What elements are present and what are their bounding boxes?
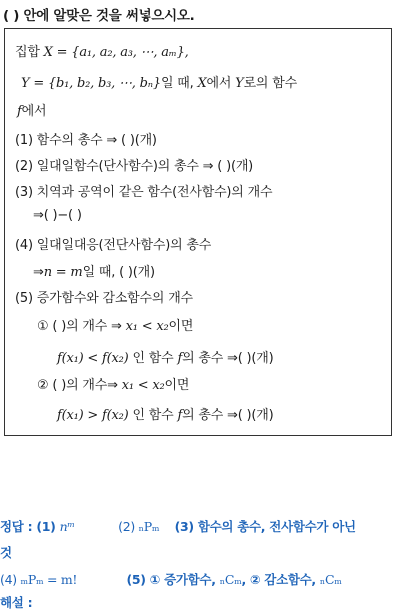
item-5-1-condition xyxy=(57,347,273,366)
text: ② ( )의 개수⇒ xyxy=(37,378,122,393)
text: ① ( )의 개수 ⇒ xyxy=(37,319,126,334)
item-1: (1) 함수의 총수 ⇒ ( )(개) xyxy=(15,133,157,148)
var-x: X xyxy=(197,76,207,91)
line-set-y xyxy=(21,72,297,91)
explanation-text: 해설 : xyxy=(0,595,33,610)
answer-5-mid: , ② 감소함수, xyxy=(241,572,320,587)
set-label: 집합 xyxy=(15,45,40,60)
text: 이면 xyxy=(164,378,190,393)
var-f: f xyxy=(177,408,183,423)
set-x-expression: X = {a₁, a₂, a₃, ⋯, aₘ}, xyxy=(43,45,189,60)
answer-line-2 xyxy=(0,543,12,561)
explanation-label xyxy=(0,593,32,611)
text: 인 함수 xyxy=(128,408,178,423)
answer-label: 정답 : (1) xyxy=(0,519,60,534)
set-y-expression: Y = {b₁, b₂, b₃, ⋯, bₙ} xyxy=(21,76,161,91)
var-f: f xyxy=(17,104,22,119)
var-f: f xyxy=(177,351,183,366)
item-3-formula: ⇒( )−( ) xyxy=(33,208,82,223)
text: 일 때, xyxy=(160,76,198,91)
answer-2-label: (2) xyxy=(118,519,139,534)
answer-4-label: (4) xyxy=(0,572,21,587)
question-title: ( ) 안에 알맞은 것을 써넣으시오. xyxy=(3,8,195,24)
ineq: x₁ < x₂ xyxy=(125,319,169,334)
answer-line-1 xyxy=(0,517,356,535)
item-4-formula xyxy=(33,261,155,280)
text: 로의 함수 xyxy=(243,76,297,91)
answer-3-cont: 것 xyxy=(0,545,12,560)
text: 일 때, ( )(개) xyxy=(82,265,155,280)
answer-4: ₘPₘ = m! xyxy=(20,572,78,587)
text: 에서 xyxy=(206,76,236,91)
answer-5: (5) ① 증가함수, xyxy=(126,572,220,587)
ineq: f(x₁) < f(x₂) xyxy=(57,351,129,366)
answer-3: (3) 함수의 총수, 전사함수가 아닌 xyxy=(174,519,356,534)
item-5-2 xyxy=(37,374,189,393)
var-y: Y xyxy=(235,76,244,91)
item-5: (5) 증가함수와 감소함수의 개수 xyxy=(15,291,193,306)
ineq: x₁ < x₂ xyxy=(121,378,165,393)
answer-1: nᵐ xyxy=(59,519,75,534)
text: 에서 xyxy=(21,104,47,119)
item-5-2-condition xyxy=(57,404,273,423)
item-2: (2) 일대일함수(단사함수)의 총수 ⇒ ( )(개) xyxy=(15,159,254,174)
answer-5-c1: ₙCₘ xyxy=(219,572,242,587)
text: 의 총수 ⇒( )(개) xyxy=(182,351,274,366)
n-equals-m: n = m xyxy=(43,265,83,280)
problem-box xyxy=(4,28,392,436)
text: 인 함수 xyxy=(128,351,178,366)
line-function-f xyxy=(17,100,46,119)
answer-line-3 xyxy=(0,570,342,588)
answer-2: ₙPₘ xyxy=(138,519,160,534)
item-4: (4) 일대일대응(전단사함수)의 총수 xyxy=(15,238,212,253)
line-set-x xyxy=(15,41,189,60)
ineq: f(x₁) > f(x₂) xyxy=(57,408,129,423)
text: 의 총수 ⇒( )(개) xyxy=(182,408,274,423)
text: 이면 xyxy=(168,319,194,334)
arrow: ⇒ xyxy=(33,265,44,280)
item-3: (3) 치역과 공역이 같은 함수(전사함수)의 개수 xyxy=(15,185,273,200)
item-5-1 xyxy=(37,315,193,334)
answer-5-c2: ₙCₘ xyxy=(319,572,342,587)
